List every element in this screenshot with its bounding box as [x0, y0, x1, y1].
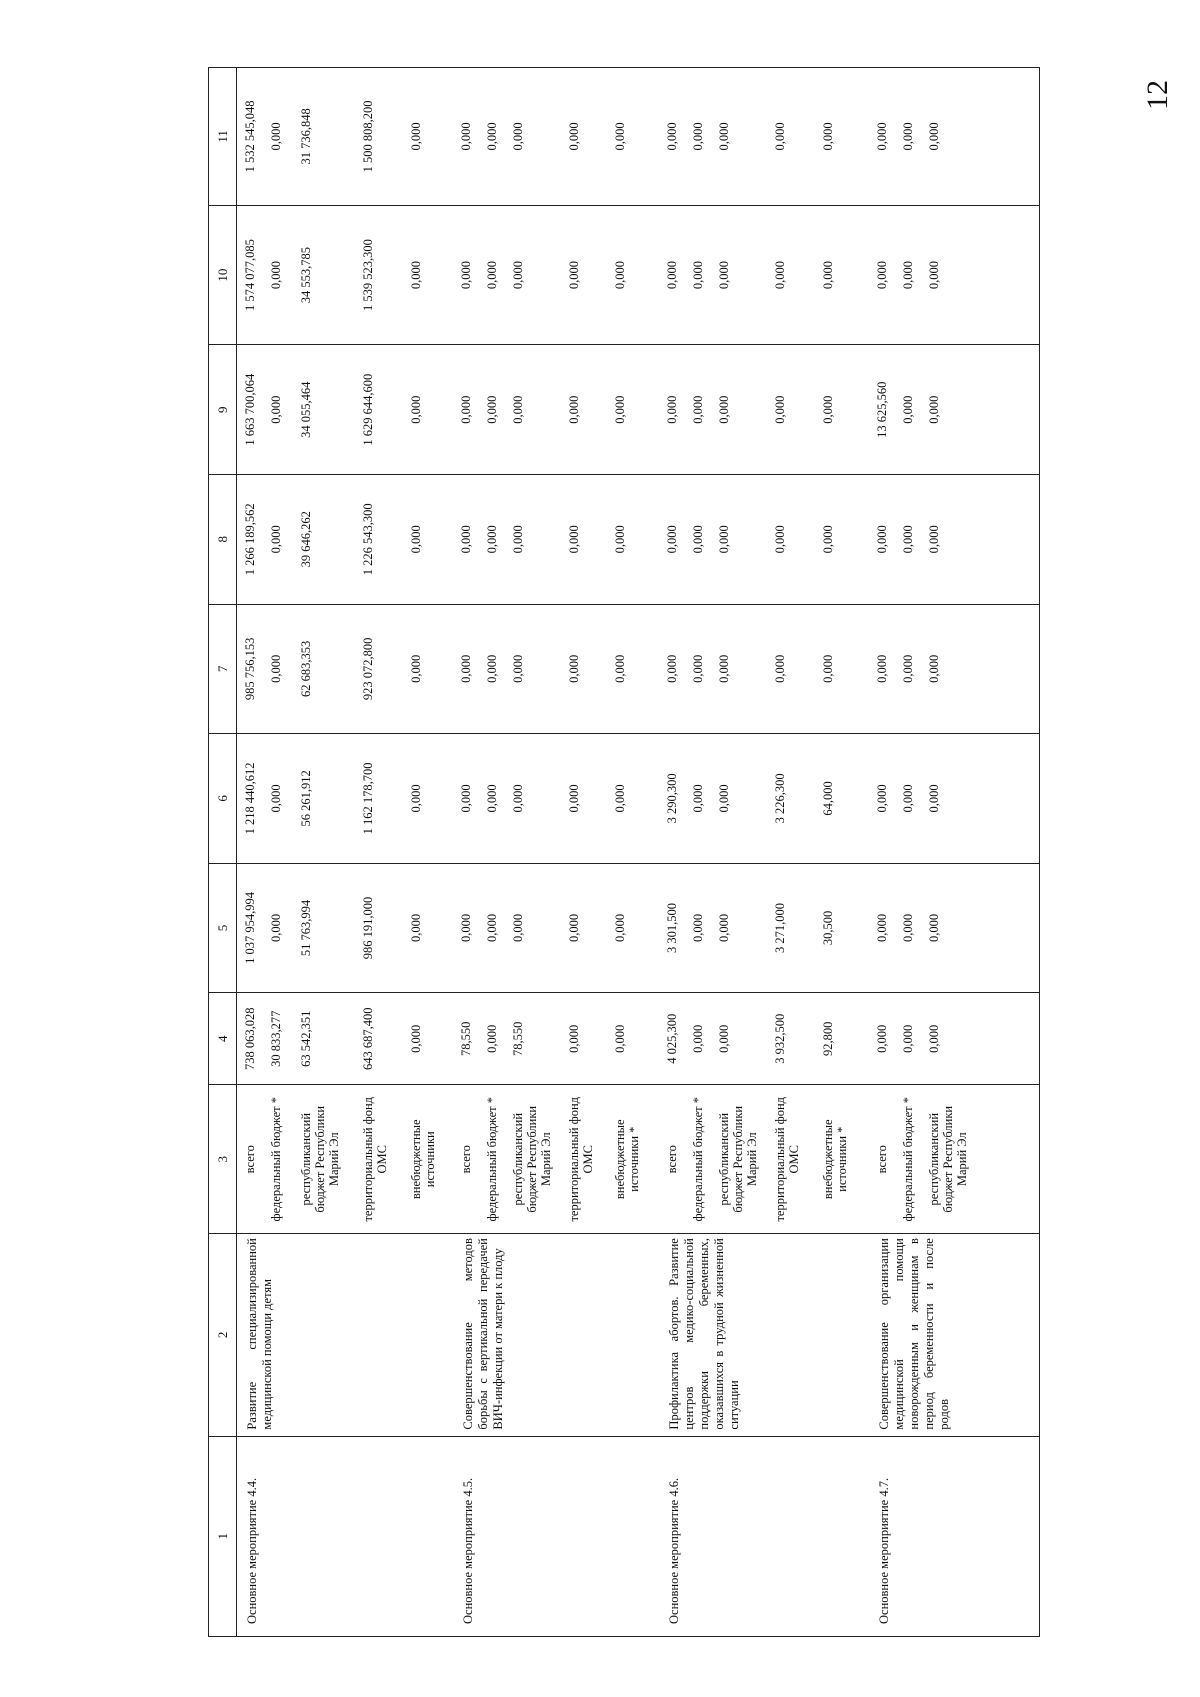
measure-name-cell: [869, 1234, 1039, 1436]
amount-value: 0,000: [901, 1024, 915, 1053]
table-row: [237, 68, 454, 1637]
amount-value: 63 542,351: [299, 1010, 313, 1067]
funding-source-label: федеральный бюджет *: [485, 1097, 499, 1222]
value-cell-col-8: [453, 474, 659, 604]
amount-value: 1 574 077,085: [243, 239, 257, 312]
funding-source-label: территориальный фонд ОМС: [361, 1096, 389, 1222]
amount-value: 0,000: [875, 122, 889, 151]
amount-value: 0,000: [567, 122, 581, 151]
amount-value: 0,000: [613, 913, 627, 943]
amount-value: 0,000: [665, 261, 679, 290]
amount-value: 0,000: [875, 525, 889, 554]
amount-value: 0,000: [511, 395, 525, 424]
amount-value: 0,000: [511, 122, 525, 151]
funding-source-label: федеральный бюджет *: [269, 1097, 283, 1222]
rotated-table-container: [208, 67, 1008, 1637]
amount-value: 78,550: [511, 1021, 525, 1056]
column-header-11: 11: [209, 68, 237, 206]
amount-value: 0,000: [821, 261, 835, 290]
funding-source-label: всего: [459, 1145, 473, 1174]
amount-value: 4 025,300: [665, 1013, 679, 1064]
amount-value: 3 301,500: [665, 902, 679, 953]
value-cell-col-6: [237, 734, 454, 864]
amount-value: 30 833,277: [269, 1010, 283, 1067]
value-cell-col-5: [869, 863, 1039, 993]
amount-value: 985 756,153: [243, 637, 257, 701]
amount-value: 0,000: [665, 122, 679, 151]
amount-value: 1 226 543,300: [361, 503, 375, 576]
value-cell-col-4: [659, 993, 869, 1085]
column-header-2: 2: [209, 1234, 237, 1436]
value-cell-col-10: [453, 205, 659, 345]
amount-value: 0,000: [511, 913, 525, 943]
value-cell-col-6: [453, 734, 659, 864]
column-header-4: 4: [209, 993, 237, 1085]
amount-value: 923 072,800: [361, 637, 375, 701]
amount-value: 3 271,000: [773, 902, 787, 953]
amount-value: 0,000: [511, 654, 525, 683]
amount-value: 0,000: [613, 525, 627, 554]
amount-value: 0,000: [409, 525, 423, 554]
column-header-10: 10: [209, 205, 237, 345]
funding-source-label: внебюджетные источники *: [613, 1119, 641, 1200]
column-header-1: 1: [209, 1436, 237, 1636]
amount-value: 0,000: [409, 654, 423, 683]
funding-source-label: всего: [665, 1145, 679, 1174]
amount-value: 643 687,400: [361, 1007, 375, 1071]
amount-value: 0,000: [269, 261, 283, 290]
measure-name: Профилактика абортов. Развитие центров медико-социальной поддержки беременных, оказавшихся в трудной жизненной ситуации: [667, 1238, 741, 1430]
amount-value: 0,000: [927, 913, 941, 943]
amount-value: 0,000: [717, 525, 731, 554]
amount-value: 0,000: [409, 784, 423, 813]
funding-source-label: республиканский бюджет Республики Марий Эл: [299, 1105, 341, 1213]
funding-source-label: республиканский бюджет Республики Марий Эл: [927, 1105, 969, 1213]
measure-title-cell: [237, 1436, 454, 1636]
amount-value: 1 266 189,562: [243, 503, 257, 576]
amount-value: 0,000: [459, 784, 473, 813]
table-row: [869, 68, 1039, 1637]
amount-value: 0,000: [691, 784, 705, 813]
amount-value: 0,000: [717, 1024, 731, 1053]
amount-value: 0,000: [717, 395, 731, 424]
amount-value: 0,000: [613, 395, 627, 424]
amount-value: 0,000: [901, 654, 915, 683]
amount-value: 56 261,912: [299, 770, 313, 827]
value-cell-col-9: [453, 345, 659, 475]
amount-value: 0,000: [409, 1024, 423, 1053]
amount-value: 1 218 440,612: [243, 762, 257, 835]
amount-value: 0,000: [821, 525, 835, 554]
amount-value: 0,000: [927, 784, 941, 813]
amount-value: 0,000: [773, 654, 787, 683]
amount-value: 0,000: [485, 913, 499, 943]
amount-value: 0,000: [613, 654, 627, 683]
amount-value: 0,000: [485, 525, 499, 554]
amount-value: 0,000: [691, 913, 705, 943]
page-number: 12: [1141, 80, 1174, 110]
amount-value: 0,000: [567, 395, 581, 424]
amount-value: 0,000: [613, 1024, 627, 1053]
value-cell-col-6: [869, 734, 1039, 864]
amount-value: 0,000: [821, 122, 835, 151]
amount-value: 0,000: [511, 261, 525, 290]
amount-value: 0,000: [567, 261, 581, 290]
value-cell-col-6: [659, 734, 869, 864]
amount-value: 31 736,848: [299, 108, 313, 165]
amount-value: 0,000: [691, 1024, 705, 1053]
amount-value: 34 553,785: [299, 246, 313, 304]
amount-value: 0,000: [875, 1024, 889, 1053]
amount-value: 0,000: [927, 1024, 941, 1053]
amount-value: 0,000: [901, 395, 915, 424]
measure-title-cell: [659, 1436, 869, 1636]
funding-source-cell: [869, 1085, 1039, 1234]
amount-value: 13 625,560: [875, 381, 889, 438]
amount-value: 0,000: [567, 784, 581, 813]
amount-value: 0,000: [665, 654, 679, 683]
funding-source-cell: [659, 1085, 869, 1234]
amount-value: 39 646,262: [299, 511, 313, 568]
measure-title: Основное мероприятие 4.4.: [245, 1477, 259, 1624]
amount-value: 1 539 523,300: [361, 239, 375, 312]
amount-value: 0,000: [269, 913, 283, 943]
amount-value: 0,000: [269, 525, 283, 554]
funding-source-label: республиканский бюджет Республики Марий Эл: [511, 1105, 553, 1213]
amount-value: 1 663 700,064: [243, 373, 257, 446]
measure-title: Основное мероприятие 4.6.: [667, 1477, 681, 1624]
amount-value: 0,000: [875, 654, 889, 683]
value-cell-col-4: [869, 993, 1039, 1085]
measure-title: Основное мероприятие 4.7.: [877, 1477, 891, 1624]
amount-value: 0,000: [901, 261, 915, 290]
amount-value: 0,000: [901, 913, 915, 943]
measure-name-cell: [453, 1234, 659, 1436]
amount-value: 0,000: [567, 1024, 581, 1053]
amount-value: 0,000: [269, 395, 283, 424]
amount-value: 0,000: [821, 395, 835, 424]
value-cell-col-9: [869, 345, 1039, 475]
amount-value: 30,500: [821, 910, 835, 946]
funding-source-label: территориальный фонд ОМС: [567, 1096, 595, 1222]
measure-title: Основное мероприятие 4.5.: [461, 1477, 475, 1624]
amount-value: 0,000: [691, 395, 705, 424]
funding-source-label: всего: [243, 1145, 257, 1174]
amount-value: 986 191,000: [361, 896, 375, 960]
amount-value: 0,000: [613, 784, 627, 813]
column-header-7: 7: [209, 604, 237, 734]
amount-value: 1 037 954,994: [243, 892, 257, 964]
amount-value: 0,000: [927, 395, 941, 424]
amount-value: 1 532 545,048: [243, 100, 257, 173]
amount-value: 0,000: [511, 784, 525, 813]
value-cell-col-7: [237, 604, 454, 734]
amount-value: 0,000: [459, 525, 473, 554]
amount-value: 0,000: [875, 261, 889, 290]
funding-source-label: федеральный бюджет *: [901, 1097, 915, 1222]
value-cell-col-7: [659, 604, 869, 734]
amount-value: 1 500 808,200: [361, 100, 375, 173]
amount-value: 1 629 644,600: [361, 373, 375, 446]
measure-title-cell: [453, 1436, 659, 1636]
amount-value: 0,000: [567, 913, 581, 943]
amount-value: 0,000: [821, 654, 835, 683]
amount-value: 78,550: [459, 1021, 473, 1056]
funding-source-label: федеральный бюджет *: [691, 1097, 705, 1222]
amount-value: 0,000: [773, 525, 787, 554]
value-cell-col-5: [453, 863, 659, 993]
funding-table: [208, 67, 1040, 1637]
value-cell-col-5: [237, 863, 454, 993]
measure-name: Совершенствование организации медицинской помощи новорожденным и женщинам в период беременности и после родов: [877, 1238, 951, 1430]
value-cell-col-8: [869, 474, 1039, 604]
funding-source-label: внебюджетные источники: [409, 1119, 437, 1200]
amount-value: 0,000: [717, 654, 731, 683]
amount-value: 0,000: [717, 261, 731, 290]
amount-value: 0,000: [409, 913, 423, 943]
value-cell-col-11: [453, 68, 659, 206]
amount-value: 0,000: [269, 122, 283, 151]
measure-name: Развитие специализированной медицинской помощи детям: [245, 1238, 274, 1430]
table-body: [237, 68, 1040, 1637]
value-cell-col-4: [237, 993, 454, 1085]
amount-value: 0,000: [511, 525, 525, 554]
amount-value: 0,000: [485, 654, 499, 683]
column-header-5: 5: [209, 863, 237, 993]
amount-value: 0,000: [927, 525, 941, 554]
amount-value: 0,000: [927, 122, 941, 151]
funding-source-cell: [453, 1085, 659, 1234]
amount-value: 0,000: [927, 654, 941, 683]
amount-value: 1 162 178,700: [361, 762, 375, 835]
value-cell-col-9: [659, 345, 869, 475]
funding-source-label: всего: [875, 1145, 889, 1174]
value-cell-col-11: [869, 68, 1039, 206]
amount-value: 0,000: [773, 395, 787, 424]
header-row: [209, 68, 237, 1637]
amount-value: 0,000: [459, 654, 473, 683]
amount-value: 0,000: [691, 261, 705, 290]
amount-value: 0,000: [485, 784, 499, 813]
amount-value: 0,000: [459, 261, 473, 290]
measure-name-cell: [237, 1234, 454, 1436]
amount-value: 0,000: [485, 261, 499, 290]
amount-value: 738 063,028: [243, 1007, 257, 1071]
column-header-6: 6: [209, 734, 237, 864]
value-cell-col-10: [237, 205, 454, 345]
amount-value: 3 932,500: [773, 1013, 787, 1064]
amount-value: 0,000: [409, 122, 423, 151]
measure-name-cell: [659, 1234, 869, 1436]
value-cell-col-11: [237, 68, 454, 206]
amount-value: 3 226,300: [773, 773, 787, 824]
amount-value: 0,000: [613, 261, 627, 290]
amount-value: 0,000: [459, 122, 473, 151]
amount-value: 0,000: [717, 913, 731, 943]
measure-title-cell: [869, 1436, 1039, 1636]
value-cell-col-7: [453, 604, 659, 734]
value-cell-col-8: [237, 474, 454, 604]
amount-value: 0,000: [485, 1024, 499, 1053]
amount-value: 0,000: [269, 654, 283, 683]
column-header-3: 3: [209, 1085, 237, 1234]
amount-value: 0,000: [665, 395, 679, 424]
amount-value: 34 055,464: [299, 381, 313, 438]
table-row: [453, 68, 659, 1637]
funding-source-label: республиканский бюджет Республики Марий Эл: [717, 1105, 759, 1213]
amount-value: 0,000: [409, 395, 423, 424]
amount-value: 0,000: [409, 261, 423, 290]
amount-value: 0,000: [269, 784, 283, 813]
value-cell-col-4: [453, 993, 659, 1085]
amount-value: 0,000: [901, 122, 915, 151]
amount-value: 0,000: [485, 122, 499, 151]
amount-value: 0,000: [459, 395, 473, 424]
amount-value: 3 290,300: [665, 773, 679, 824]
column-header-9: 9: [209, 345, 237, 475]
amount-value: 64,000: [821, 781, 835, 816]
amount-value: 0,000: [613, 122, 627, 151]
amount-value: 92,800: [821, 1021, 835, 1056]
amount-value: 0,000: [691, 122, 705, 151]
measure-name: Совершенствование методов борьбы с вертикальной передачей ВИЧ-инфекции от матери к плоду: [461, 1238, 505, 1430]
amount-value: 0,000: [717, 122, 731, 151]
amount-value: 0,000: [567, 654, 581, 683]
value-cell-col-10: [659, 205, 869, 345]
value-cell-col-10: [869, 205, 1039, 345]
value-cell-col-7: [869, 604, 1039, 734]
amount-value: 0,000: [717, 784, 731, 813]
funding-source-label: территориальный фонд ОМС: [773, 1096, 801, 1222]
value-cell-col-11: [659, 68, 869, 206]
amount-value: 0,000: [567, 525, 581, 554]
value-cell-col-8: [659, 474, 869, 604]
amount-value: 0,000: [459, 913, 473, 943]
amount-value: 0,000: [691, 654, 705, 683]
amount-value: 62 683,353: [299, 640, 313, 697]
amount-value: 0,000: [901, 525, 915, 554]
amount-value: 0,000: [691, 525, 705, 554]
amount-value: 0,000: [901, 784, 915, 813]
amount-value: 0,000: [665, 525, 679, 554]
amount-value: 51 763,994: [299, 899, 313, 957]
amount-value: 0,000: [773, 261, 787, 290]
funding-source-label: внебюджетные источники *: [821, 1119, 849, 1200]
amount-value: 0,000: [773, 122, 787, 151]
value-cell-col-5: [659, 863, 869, 993]
funding-source-cell: [237, 1085, 454, 1234]
amount-value: 0,000: [485, 395, 499, 424]
amount-value: 0,000: [875, 784, 889, 813]
table-row: [659, 68, 869, 1637]
column-header-8: 8: [209, 474, 237, 604]
amount-value: 0,000: [875, 913, 889, 943]
amount-value: 0,000: [927, 261, 941, 290]
value-cell-col-9: [237, 345, 454, 475]
